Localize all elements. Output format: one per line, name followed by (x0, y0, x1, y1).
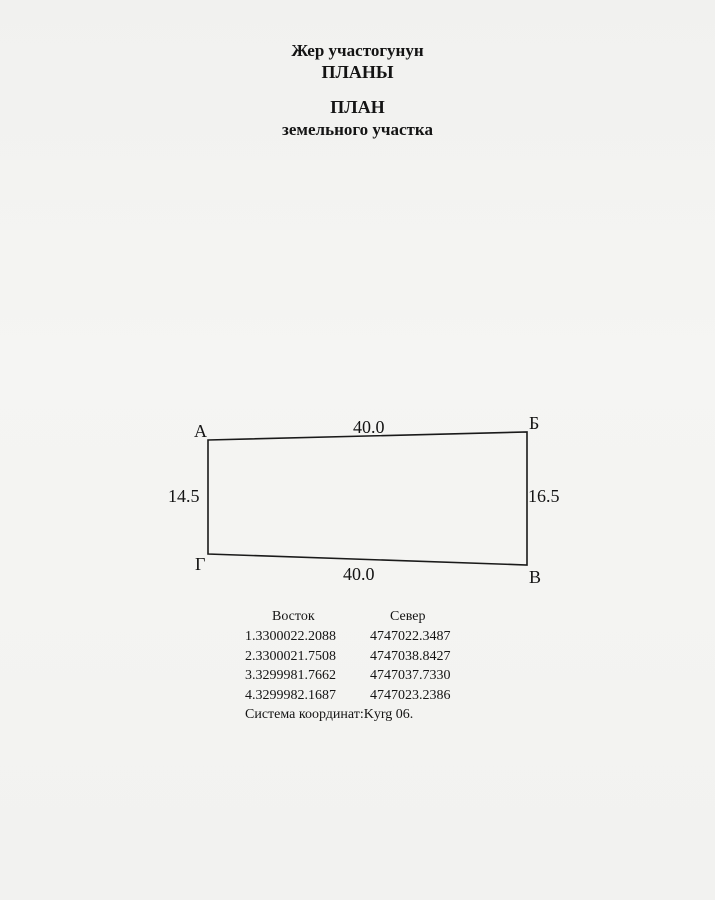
coordinate-row (245, 647, 545, 667)
coordinates-header (245, 607, 545, 627)
vertex-label-a: А (194, 421, 207, 441)
title-russian-line2: земельного участка (282, 120, 433, 139)
north-value: 4747038.8427 (370, 648, 451, 664)
plot-boundary (208, 432, 527, 565)
title-kyrgyz-line1: Жер участогунун (291, 41, 424, 60)
east-value: 1.3300022.2088 (245, 629, 336, 644)
header-east: Восток (272, 609, 315, 624)
coordinate-row (245, 666, 545, 686)
coordinates-table (245, 607, 545, 725)
side-length-top: 40.0 (353, 417, 385, 437)
north-value: 4747023.2386 (370, 687, 451, 703)
coordinate-row (245, 686, 545, 706)
east-value: 3.3299981.7662 (245, 668, 336, 683)
side-length-left: 14.5 (168, 486, 200, 506)
east-value: 4.3299982.1687 (245, 687, 336, 703)
coordinate-system-note: Система координат:Kyrg 06. (245, 707, 414, 722)
header-north: Север (390, 609, 426, 624)
north-value: 4747022.3487 (370, 629, 451, 644)
north-value: 4747037.7330 (370, 668, 451, 683)
vertex-label-v: В (529, 567, 542, 587)
side-length-right: 16.5 (528, 486, 560, 506)
vertex-label-b: Б (529, 413, 540, 433)
title-kyrgyz-line2: ПЛАНЫ (321, 62, 394, 82)
side-length-bottom: 40.0 (343, 564, 375, 584)
east-value: 2.3300021.7508 (245, 648, 336, 664)
vertex-label-g: Г (195, 554, 206, 574)
coordinate-row (245, 627, 545, 647)
title-russian-line1: ПЛАН (330, 97, 385, 117)
